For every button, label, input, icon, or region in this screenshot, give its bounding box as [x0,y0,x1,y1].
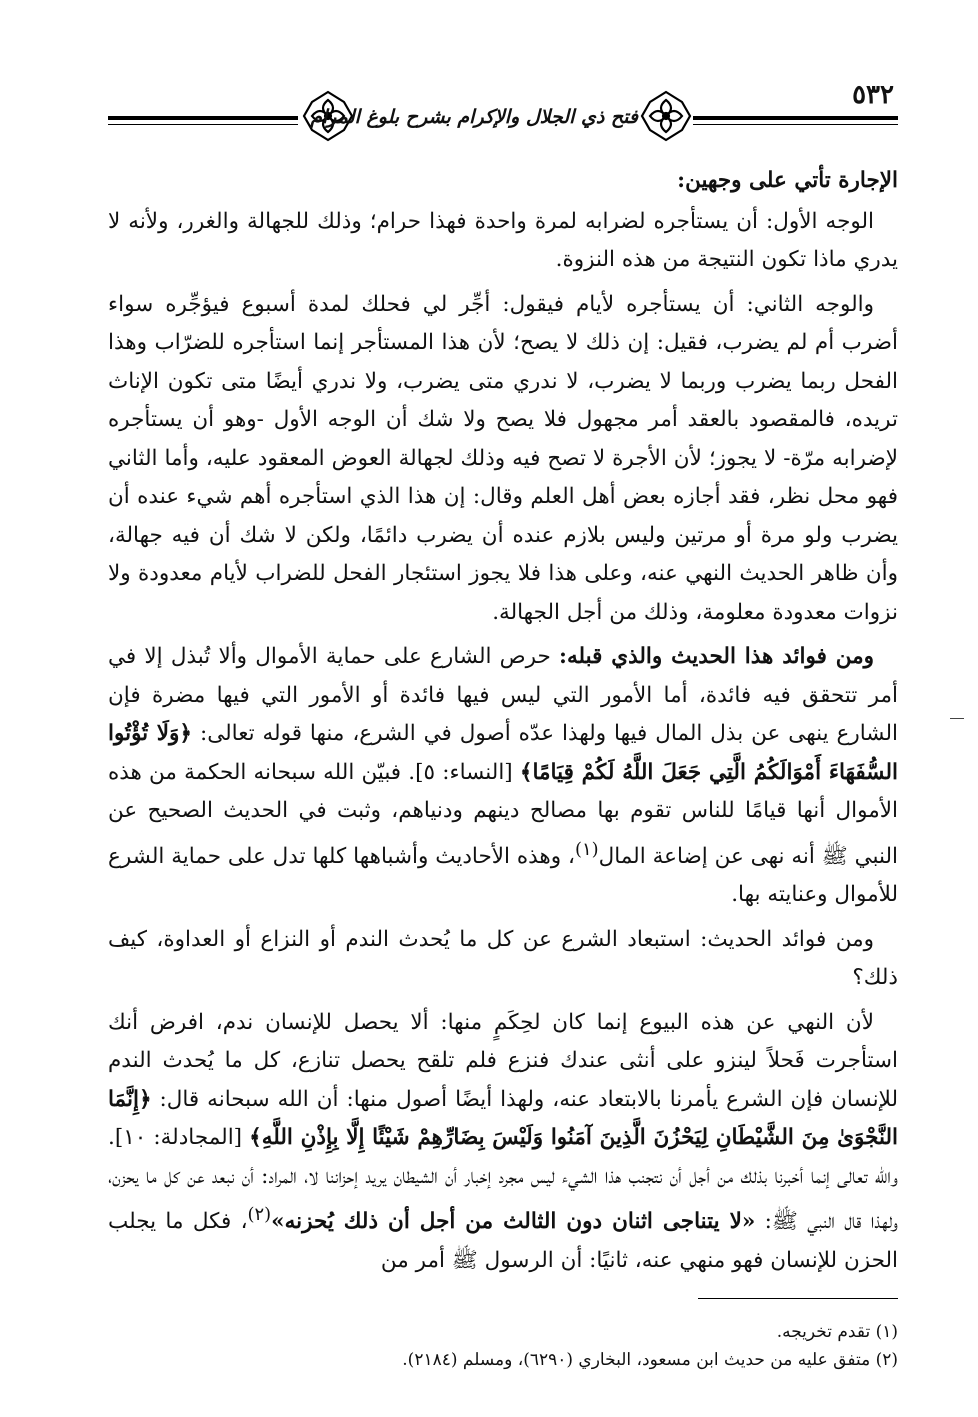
page-number: ٥٣٢ [852,80,894,110]
paragraph: الوجه الأول: أن يستأجره لضرابه لمرة واحدة فهذا حرام؛ وذلك للجهالة والغرر، ولأنه لا يدري ماذا تكون النتيجة من هذه النزوة. [108,208,898,272]
paragraph: والوجه الثاني: أن يستأجره لأيام فيقول: أجِّر لي فحلك لمدة أسبوع فيؤجِّره سواء أضرب أم لم يضرب، فقيل: إن ذلك لا يصح؛ لأن هذا المستأجر إنما استأجره للضرّاب وهذا الفحل ربما يضرب وربما لا يضرب، لا ندري متى يضرب، ولا ندري أيضًا متى تكون الإناث تريده، فالمقصود بالعقد أمر مجهول فلا يصح ولا شك أن الوجه الأول -وهو أن يستأجره لإضرابه مرّة- لا يجوز؛ لأن الأجرة لا تصح فيه وذلك لجهالة العوض المعقود عليه، وأما الثاني فهو محل نظر، فقد أجازه بعض أهل العلم وقال: إن هذا الذي استأجره أهم شيء عنده أن يضرب ولو مرة أو مرتين وليس بلازم عنده أن يضرب دائمًا، ولكن لا شك أن فيه جهالة، وأن ظاهر الحديث النهي عنه، وعلى هذا فلا يجوز استئجار الفحل للضراب لأيام معدودة ولا نزوات معدودة معلومة، وذلك من أجل الجهالة. [108,291,898,625]
quran-verse: ﴿إِنَّمَا النَّجْوَىٰ مِنَ الشَّيْطَانِ لِيَحْزُنَ الَّذِينَ آمَنُوا وَلَيْسَ بِضَارِّهِمْ شَيْئًا إِلَّا بِإِذْنِ اللَّهِ﴾ [108,1086,898,1151]
header-rule [693,124,898,125]
quran-verse: ﴿وَلَا تُؤْتُوا السُّفَهَاءَ أَمْوَالَكُمُ الَّتِي جَعَلَ اللَّهُ لَكُمْ قِيَامًا﴾ [108,721,899,785]
margin-mark [950,718,964,719]
text-run: ، وهذه الأحاديث وأشباهها كلها تدل على حماية الشرع للأموال وعنايته بها. [108,843,898,908]
section-heading: الإجارة تأتي على وجهين: [677,168,898,193]
header-rule [693,116,898,120]
paragraph [108,1004,898,1281]
paragraph: ومن فوائد الحديث: استبعاد الشرع عن كل ما يُحدث الندم أو النزاع أو العداوة، كيف ذلك؟ [108,926,898,991]
ornament-icon [638,88,694,144]
paragraph-lead: ومن فوائد هذا الحديث والذي قبله: [559,644,874,669]
footnote-separator [698,1298,898,1299]
hadith-quote: «لا يتناجى اثنان دون الثالث من أجل أن ذلك يُحزنه» [271,1209,756,1235]
footnotes [108,1318,898,1374]
text-run: ، فكل ما يجلب الحزن للإنسان فهو منهي عنه، ثانيًا: أن الرسول ﷺ أمر من [108,1209,898,1273]
footnote: (٢) متفق عليه من حديث ابن مسعود، البخاري (٦٢٩٠)، ومسلم (٢١٨٤). [402,1350,898,1370]
text-run: لأن النهي عن هذه البيوع إنما كان لحِكَمٍ منها: ألا يحصل للإنسان ندم، افرض أنك استأجرت فَحلاً لينزو على أنثى عندك فنزع فلم تلقح يحصل تنازع، كل ما يُحدث الندم للإنسان فإن الشرع يأمرنا بالابتعاد عنه، ولهذا أيضًا أصول منها: أن الله سبحانه قال: [108,1009,898,1112]
text-run: . والله تعالى إنما أخبرنا بذلك من أجل أن نتجنب هذا الشيء ليس مجرد إخبار أن الشيطان يريد إحزاننا لا، المراد: أن نبعد عن كل ما يحزن، ولهذا قال النبي ﷺ: [108,1125,898,1235]
main-text [108,162,898,1286]
verse-reference: [المجادلة: ١٠] [114,1125,250,1151]
header-rule [108,116,298,120]
page-header [108,78,898,150]
text-run: حرص الشارع على حماية الأموال وألا تُبذل إلا في أمر تتحقق فيه فائدة، أما الأمور التي ليس فيها فائدة أو الأمور التي فيها مضرة فإن الشارع ينهى عن بذل المال فيها ولهذا عدّه أصول في الشرع، منها قوله تعالى: [108,644,898,746]
book-title: فتح ذي الجلال والإكرام بشرح بلوغ المرام [310,106,638,128]
footnote: (١) تقدم تخريجه. [776,1322,898,1342]
verse-reference: [النساء: ٥] [415,759,520,785]
footnote-marker: (١) [574,838,599,860]
footnote-marker: (٢) [247,1204,272,1226]
header-rule [108,124,298,125]
paragraph [108,638,898,915]
text-run: . فبيّن الله سبحانه الحكمة من هذه الأموال أنها قيامًا للناس تقوم بها مصالح دينهم ودنياهم، وثبت في الحديث الصحيح عن النبي ﷺ أنه نهى عن إضاعة المال [108,759,898,869]
